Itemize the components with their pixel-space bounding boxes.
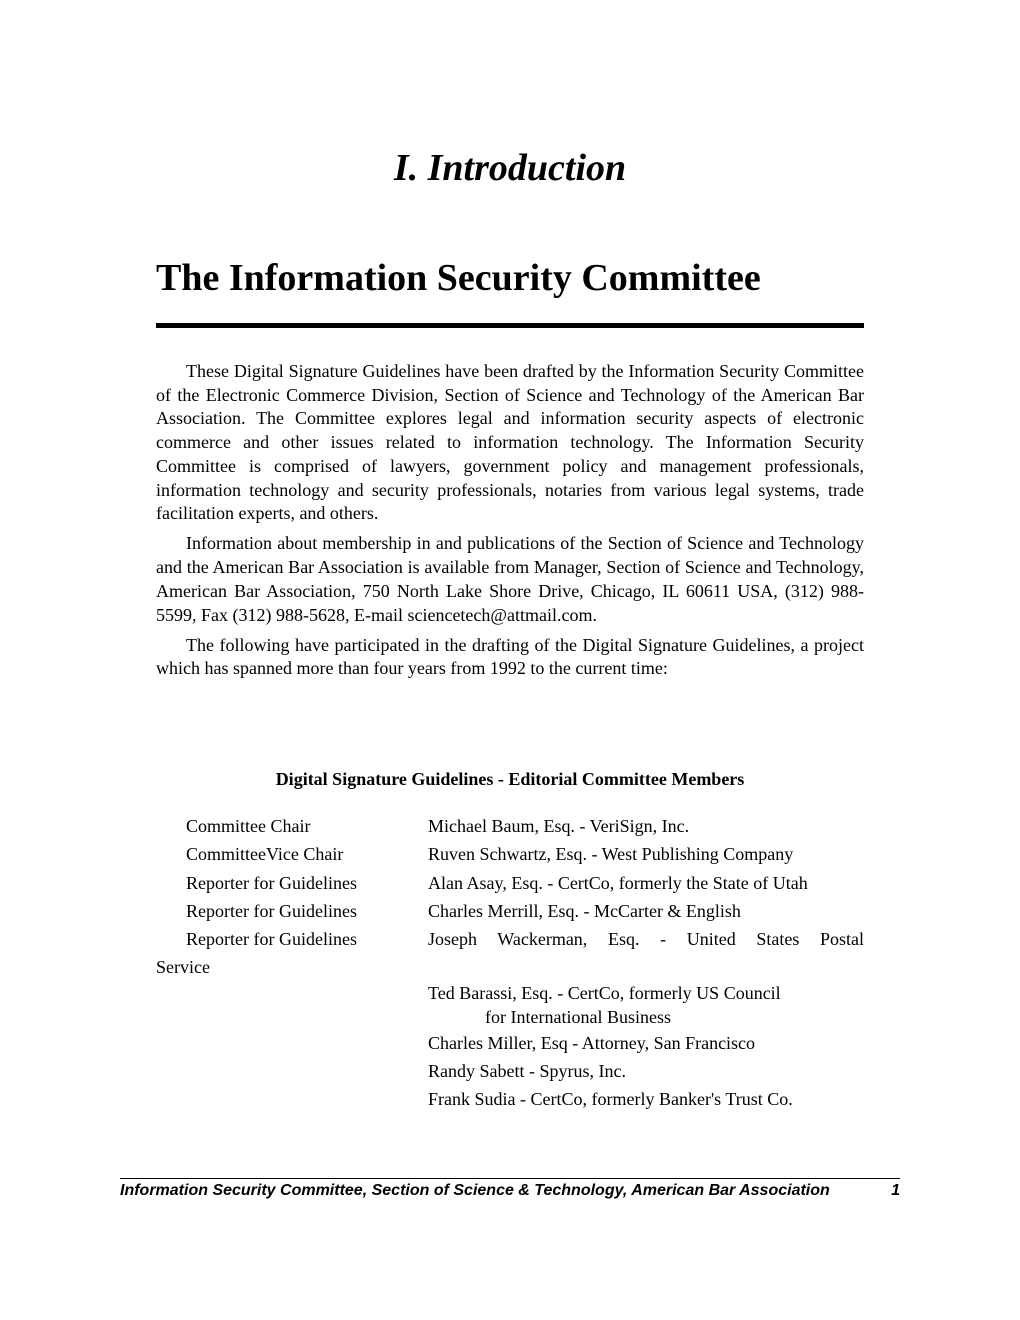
member-role: CommitteeVice Chair — [186, 844, 344, 864]
footer-text: Information Security Committee, Section of Science & Technology, American Bar Association — [120, 1182, 830, 1199]
member-row — [428, 1087, 888, 1111]
paragraph-committee-description: These Digital Signature Guidelines have been drafted by the Information Security Committee of the Electronic Commerce Division, Section of Science and Technology of the American Bar Association. The Committee explores legal and information security aspects of electronic commerce and other issues related to information technology. The Information Security Committee is comprised of lawyers, government policy and management professionals, information technology and security professionals, notaries from various legal systems, trade facilitation experts, and others. — [156, 361, 864, 524]
member-role: Reporter for Guidelines — [186, 929, 357, 949]
member-name-continuation: for International Business — [485, 1007, 671, 1027]
member-name: Joseph Wackerman, Esq. - United States Postal — [428, 929, 864, 949]
intro-text — [156, 360, 864, 688]
member-name: Michael Baum, Esq. - VeriSign, Inc. — [428, 816, 690, 836]
section-divider — [156, 323, 864, 328]
paragraph-participants-intro: The following have participated in the drafting of the Digital Signature Guidelines, a project which has spanned more than four years from 1992 to the current time: — [156, 634, 864, 679]
member-name-continuation: Service — [156, 957, 210, 977]
page-title: I. Introduction — [393, 147, 627, 189]
member-row — [428, 981, 888, 1029]
member-name: Charles Miller, Esq - Attorney, San Francisco — [428, 1033, 756, 1053]
member-role: Reporter for Guidelines — [186, 873, 357, 893]
member-name: Charles Merrill, Esq. - McCarter & English — [428, 901, 741, 921]
section-heading: The Information Security Committee — [156, 257, 761, 299]
member-role: Committee Chair — [186, 816, 311, 836]
member-name: Ruven Schwartz, Esq. - West Publishing Company — [428, 844, 794, 864]
footer-divider — [120, 1178, 900, 1179]
member-name: Frank Sudia - CertCo, formerly Banker's Trust Co. — [428, 1089, 793, 1109]
page-number: 1 — [891, 1182, 900, 1199]
paragraph-membership-info: Information about membership in and publications of the Section of Science and Technology and the American Bar Association is available from Manager, Section of Science and Technology, American Bar Association, 750 North Lake Shore Drive, Chicago, IL 60611 USA, (312) 988-5599, Fax (312) 988-5628, E-mail sciencetech@attmail.com. — [156, 533, 864, 625]
member-name: Randy Sabett - Spyrus, Inc. — [428, 1061, 626, 1081]
member-name: Alan Asay, Esq. - CertCo, formerly the State of Utah — [428, 873, 808, 893]
member-name: Ted Barassi, Esq. - CertCo, formerly US Council — [428, 983, 781, 1003]
member-role: Reporter for Guidelines — [186, 901, 357, 921]
member-row — [428, 1059, 888, 1083]
member-row — [428, 1031, 888, 1055]
committee-heading: Digital Signature Guidelines - Editorial Committee Members — [275, 769, 745, 789]
